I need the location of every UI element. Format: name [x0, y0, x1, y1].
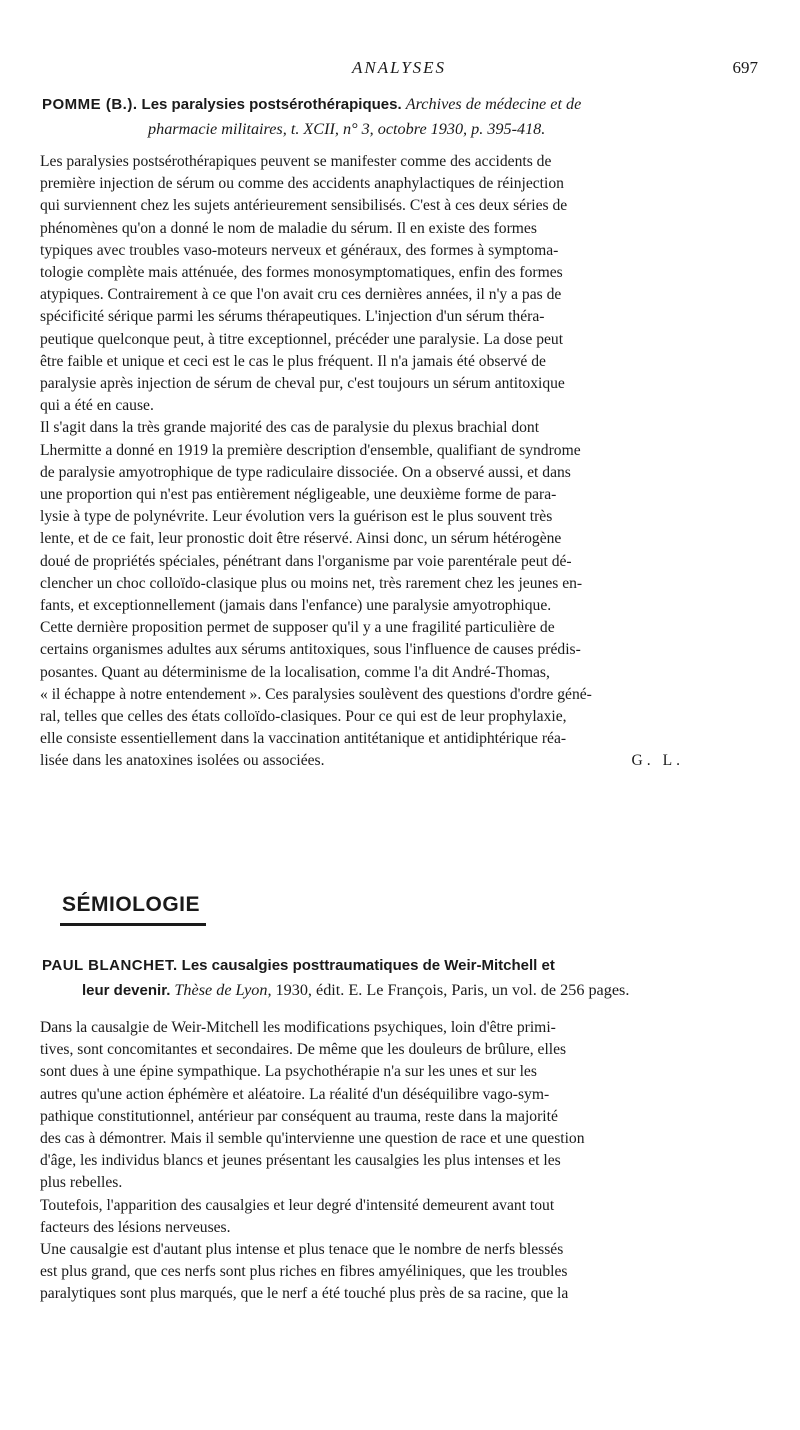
- text-line: Toutefois, l'apparition des causalgies et leur degré d'intensité demeurent avant tout: [40, 1196, 555, 1214]
- running-head: [40, 58, 758, 84]
- text-line: typiques avec troubles vaso-moteurs nerveux et généraux, des formes à symptoma-: [40, 241, 559, 259]
- text-line: être faible et unique et ceci est le cas le plus fréquent. Il n'a jamais été observé de: [40, 352, 546, 370]
- entry1-source-line2: pharmacie militaires, t. XCII, n° 3, octobre 1930, p. 395-418.: [148, 120, 546, 138]
- text-line: tologie complète mais atténuée, des formes monosymptomatiques, enfin des formes: [40, 264, 563, 282]
- entry2-title-continued: leur devenir.: [82, 982, 171, 999]
- entry2-publication: 1930, édit. E. Le François, Paris, un vol. de 256 pages.: [275, 981, 630, 999]
- page-number: 697: [732, 58, 758, 77]
- entry1-heading: [42, 92, 764, 141]
- entry1-abstract: [40, 151, 762, 773]
- text-line: tives, sont concomitantes et secondaires. De même que les douleurs de brûlure, elles: [40, 1041, 567, 1059]
- text-line: Lhermitte a donné en 1919 la première description d'ensemble, qualifiant de syndrome: [40, 441, 581, 459]
- section-title: SÉMIOLOGIE: [62, 893, 201, 916]
- text-line: facteurs des lésions nerveuses.: [40, 1218, 231, 1236]
- text-line: spécificité sérique parmi les sérums thérapeutiques. L'injection d'un sérum théra-: [40, 308, 545, 326]
- text-line: lisée dans les anatoxines isolées ou associées.: [40, 752, 325, 770]
- signature: G. L.: [631, 752, 684, 770]
- text-line: sont dues à une épine sympathique. La psychothérapie n'a sur les unes et sur les: [40, 1063, 537, 1081]
- text-line: clencher un choc colloïdo-clasique plus ou moins net, très rarement chez les jeunes en-: [40, 574, 583, 592]
- entry2-source: Thèse de Lyon,: [174, 981, 272, 999]
- text-line: ral, telles que celles des états colloïdo-clasiques. Pour ce qui est de leur prophylaxie,: [40, 708, 567, 726]
- text-line: posantes. Quant au déterminisme de la localisation, comme l'a dit André-Thomas,: [40, 663, 550, 681]
- text-line: peutique quelconque peut, à titre exceptionnel, précéder une paralysie. La dose peut: [40, 330, 564, 348]
- text-line: des cas à démontrer. Mais il semble qu'intervienne une question de race et une question: [40, 1130, 585, 1148]
- text-line: Une causalgie est d'autant plus intense et plus tenace que le nombre de nerfs blessés: [40, 1241, 564, 1259]
- text-line: Cette dernière proposition permet de supposer qu'il y a une fragilité particulière de: [40, 619, 555, 637]
- entry2-title: Les causalgies posttraumatiques de Weir-Mitchell et: [181, 957, 555, 974]
- text-line: est plus grand, que ces nerfs sont plus riches en fibres amyéliniques, que les troubles: [40, 1263, 568, 1281]
- text-line: pathique constitutionnel, antérieur par conséquent au trauma, reste dans la majorité: [40, 1107, 558, 1125]
- text-line: première injection de sérum ou comme des accidents anaphylactiques de réinjection: [40, 175, 564, 193]
- entry1-source-line1: Archives de médecine et de: [405, 95, 582, 113]
- entry1-title: Les paralysies postsérothérapiques.: [141, 96, 402, 113]
- text-line: Dans la causalgie de Weir-Mitchell les modifications psychiques, loin d'être primi-: [40, 1019, 556, 1036]
- text-line: paralytiques sont plus marqués, que le nerf a été touché plus près de sa racine, que la: [40, 1285, 569, 1303]
- text-line: Les paralysies postsérothérapiques peuvent se manifester comme des accidents de: [40, 153, 552, 170]
- text-line: lente, et de ce fait, leur pronostic doit être réservé. Ainsi donc, un sérum hétérogène: [40, 530, 562, 548]
- text-line: une proportion qui n'est pas entièrement négligeable, une deuxième forme de para-: [40, 486, 557, 504]
- text-line: plus rebelles.: [40, 1174, 123, 1192]
- text-line-with-signature: [40, 750, 762, 772]
- text-line: d'âge, les individus blancs et jeunes présentant les causalgies les plus intenses et les: [40, 1152, 561, 1170]
- text-line: atypiques. Contrairement à ce que l'on avait cru ces dernières années, il n'y a pas de: [40, 286, 562, 304]
- section-rule: [60, 923, 206, 926]
- text-line: paralysie après injection de sérum de cheval pur, c'est toujours un sérum antitoxique: [40, 375, 565, 393]
- text-line: fants, et exceptionnellement (jamais dans l'enfance) une paralysie amyotrophique.: [40, 597, 552, 615]
- text-line: qui surviennent chez les sujets antérieurement sensibilisés. C'est à ces deux séries de: [40, 197, 568, 215]
- text-line: « il échappe à notre entendement ». Ces paralysies soulèvent des questions d'ordre géné-: [40, 685, 592, 703]
- entry2-abstract: [40, 1017, 762, 1306]
- text-line: autres qu'une action éphémère et aléatoire. La réalité d'un déséquilibre vago-sym-: [40, 1085, 550, 1103]
- text-line: de paralysie amyotrophique de type radiculaire dissociée. On a observé aussi, et dans: [40, 463, 571, 481]
- text-line: Il s'agit dans la très grande majorité des cas de paralysie du plexus brachial dont: [40, 419, 540, 437]
- text-line: lysie à type de polynévrite. Leur évolution vers la guérison est le plus souvent très: [40, 508, 553, 526]
- text-line: qui a été en cause.: [40, 397, 154, 415]
- entry2-heading: [42, 953, 764, 1003]
- entry1-author: POMME (B.).: [42, 96, 138, 113]
- text-line: doué de propriétés spéciales, pénétrant dans l'organisme par voie parentérale peut dé-: [40, 552, 572, 570]
- running-title: ANALYSES: [351, 58, 447, 77]
- text-line: phénomènes qu'on a donné le nom de maladie du sérum. Il en existe des formes: [40, 219, 537, 237]
- entry2-author: PAUL BLANCHET.: [42, 957, 178, 974]
- text-line: certains organismes adultes aux sérums antitoxiques, sous l'influence de causes prédis-: [40, 641, 581, 659]
- text-line: elle consiste essentiellement dans la vaccination antitétanique et antidiphtérique réa-: [40, 730, 567, 748]
